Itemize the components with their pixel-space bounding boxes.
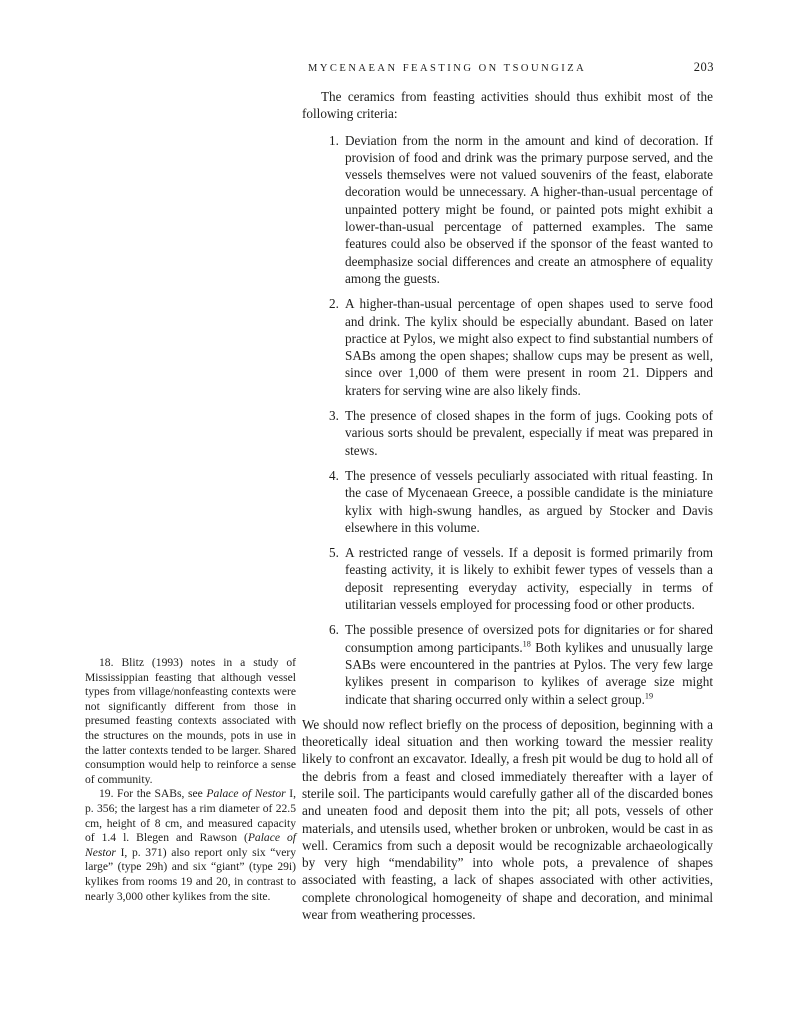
page-number: 203	[693, 60, 714, 74]
list-number-6: 6.	[329, 622, 339, 638]
list-number-4: 4.	[329, 467, 339, 483]
list-item-4	[302, 467, 713, 536]
running-header	[302, 60, 714, 75]
list-item-1	[302, 132, 713, 288]
list-item-6	[302, 621, 713, 707]
footnote-19: 19. For the SABs, see Palace of Nestor I, p. 356; the largest has a rim diameter of 22.5 cm, height of 8 cm, and measured capacity of 1.4 l. Blegen and Rawson (Palace of Nestor I, p. 371) also report only six “very large” (type 29h) and six “giant” (type 29i) kylikes from rooms 19 and 20, in contrast to nearly 3,000 other kylikes from the site.	[85, 787, 296, 903]
main-text-column	[302, 88, 713, 923]
footnote-column	[85, 656, 296, 904]
list-item-1-text: Deviation from the norm in the amount and kind of decoration. If provision of food and drink was the primary purpose served, and the vessels themselves were not valued souvenirs of the feast, elaborate decoration would be unnecessary. A higher-than-usual percentage of unpainted pottery might be found, or painted pots might exhibit a lower-than-usual percentage of patterned examples. The same features could also be observed if the sponsor of the feast wanted to deemphasize social differences and create an atmosphere of equality among the guests.	[345, 132, 713, 286]
list-item-4-text: The presence of vessels peculiarly associated with ritual feasting. In the case of Mycenaean Greece, a possible candidate is the miniature kylix with high-swung handles, as argued by Stocker and Davis elsewhere in this volume.	[345, 467, 713, 535]
list-item-2	[302, 295, 713, 399]
list-number-1: 1.	[329, 132, 339, 148]
list-item-6-text: The possible presence of oversized pots for dignitaries or for shared consumption among participants.$^{18}$ Both kylikes and unusually large SABs were encountered in the pantries at Pylos. The very few large kylikes present in comparison to kylikes of average size might indicate that sharing occurred only within a select group.$^{19}$	[345, 622, 714, 707]
list-number-3: 3.	[329, 408, 339, 424]
list-item-2-text: A higher-than-usual percentage of open shapes used to serve food and drink. The kylix should be especially abundant. Based on later practice at Pylos, we might also expect to find substantial numbers of SABs among the open shapes; shallow cups may be present as well, since over 1,000 of them were present in room 21. Dippers and kraters for serving wine are also likely finds.	[345, 296, 713, 398]
list-item-5-text: A restricted range of vessels. If a deposit is formed primarily from feasting activity, it is likely to exhibit fewer types of vessels than a deposit representing everyday activity, especially in terms of utilitarian vessels employed for processing food or other products.	[345, 545, 713, 613]
running-head-title: MYCENAEAN FEASTING ON TSOUNGIZA	[308, 63, 587, 74]
closing-paragraph: We should now reflect briefly on the process of deposition, beginning with a theoretically ideal situation and then working toward the messier reality likely to confront an excavator. Ideally, a fresh pit would be dug to hold all of the debris from a feast and closed immediately thereafter with a layer of sterile soil. The participants would carefully gather all of the discarded bones and uneaten food and deposit them into the pit; all pots, vessels of other materials, and utensils used, whether broken or unbroken, would be cast in as well. Ceramics from such a deposit would be recognizable archaeologically by very high “mendability” into whole pots, a prevalence of shapes associated with feasting, a lack of shapes associated with other activities, complete chronological homogeneity of shape and decoration, and minimal wear from weathering processes.	[302, 716, 713, 923]
list-item-3	[302, 407, 713, 459]
list-number-5: 5.	[329, 545, 339, 561]
criteria-list	[302, 132, 713, 708]
list-item-3-text: The presence of closed shapes in the form of jugs. Cooking pots of various sorts should be prevalent, especially if meat was prepared in stews.	[345, 408, 713, 458]
intro-paragraph: The ceramics from feasting activities should thus exhibit most of the following criteria:	[302, 89, 713, 122]
list-item-5	[302, 544, 713, 613]
list-number-2: 2.	[329, 296, 339, 312]
footnote-18: 18. Blitz (1993) notes in a study of Mississippian feasting that although vessel types from village/nonfeasting contexts were not significantly different from those in presumed feasting contexts associated with the structures on the mounds, pots in use in the latter contexts tended to be larger. Shared consumption would help to reinforce a sense of community.	[85, 656, 296, 786]
